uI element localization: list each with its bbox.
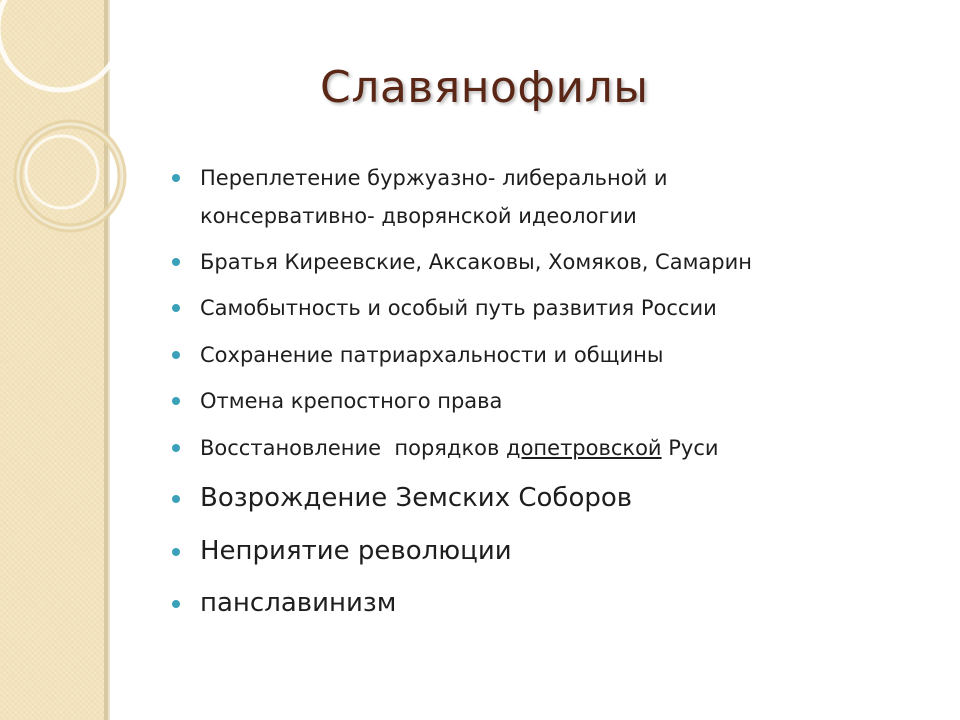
bullet-icon xyxy=(172,174,180,182)
bullet-icon xyxy=(172,600,180,608)
bullet-text: Братья Киреевские, Аксаковы, Хомяков, Самарин xyxy=(200,250,752,274)
bullet-text: Самобытность и особый путь развития России xyxy=(200,296,717,320)
slide-title: Славянофилы xyxy=(320,62,649,113)
bullet-text: Возрождение Земских Соборов xyxy=(200,483,633,513)
bullet-icon xyxy=(172,548,180,556)
bullet-text xyxy=(200,433,719,463)
underlined-word: допетровской xyxy=(506,436,662,460)
bullet-text: панславинизм xyxy=(200,588,397,618)
bullet-icon xyxy=(172,351,180,359)
bullet-text-before: Восстановление порядков xyxy=(200,436,507,460)
bullet-icon xyxy=(172,444,180,452)
bullet-text: Неприятие революции xyxy=(200,536,512,566)
bullet-icon xyxy=(172,495,180,503)
bullet-text-line2: консервативно- дворянской идеологии xyxy=(200,204,637,228)
bullet-text: Отмена крепостного права xyxy=(200,389,503,413)
bullet-icon xyxy=(172,304,180,312)
bullet-icon xyxy=(172,258,180,266)
bullet-text: Сохранение патриархальности и общины xyxy=(200,343,664,367)
bullet-icon xyxy=(172,397,180,405)
bullet-text-after: Руси xyxy=(661,436,719,460)
bullet-text-line1: Переплетение буржуазно- либеральной и xyxy=(200,166,668,190)
